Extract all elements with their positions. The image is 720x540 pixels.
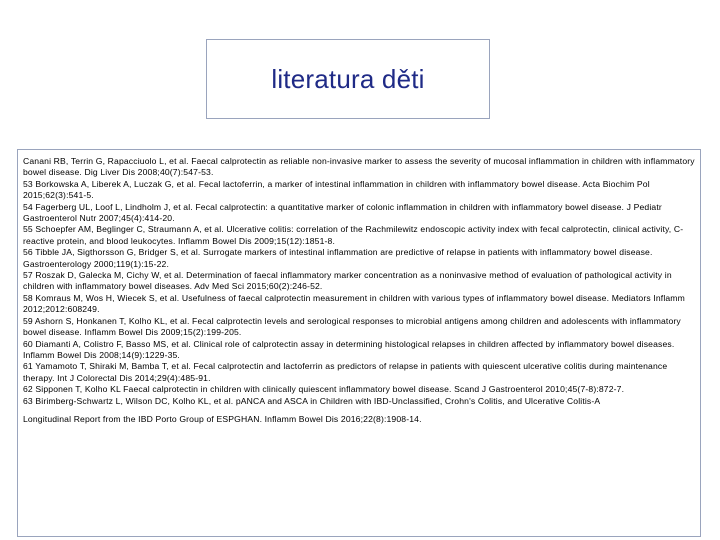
reference-item: 60 Diamanti A, Colistro F, Basso MS, et al. Clinical role of calprotectin assay in determining histological relapses in children affected by inflammatory bowel diseases. Inflamm Bowel Dis 2008;14(9):1229-35. — [23, 338, 675, 360]
reference-item: Canani RB, Terrin G, Rapacciuolo L, et al. Faecal calprotectin as reliable non-invasive marker to assess the severity of mucosal inflammation in children with inflammatory bowel disease. Dig Liver Dis 2008;40(7):547-53. — [23, 156, 695, 178]
reference-item: 63 Birimberg-Schwartz L, Wilson DC, Kolho KL, et al. pANCA and ASCA in Children with IBD-Unclassified, Crohn's Colitis, and Ulcerative Colitis-A — [23, 395, 601, 406]
reference-item: 58 Komraus M, Wos H, Wiecek S, et al. Usefulness of faecal calprotectin measurement in children with various types of inflammatory bowel disease. Mediators Inflamm 2012;2012:608249. — [23, 292, 685, 315]
title-box — [206, 39, 490, 119]
reference-item: 54 Fagerberg UL, Loof L, Lindholm J, et al. Fecal calprotectin: a quantitative marker of colonic inflammation in children with inflammatory bowel disease. J Pediatr Gastroenterol Nutr 2007;45(4):414-20. — [23, 201, 662, 224]
slide-title: literatura děti — [271, 63, 425, 94]
reference-item: 61 Yamamoto T, Shiraki M, Bamba T, et al. Fecal calprotectin and lactoferrin as predictors of relapse in patients with quiescent ulcerative colitis during maintenance therapy. Int J Colorectal Dis 2014;29(4):485-91. — [23, 361, 668, 383]
references-box — [17, 149, 701, 537]
reference-item: 56 Tibble JA, Sigthorsson G, Bridger S, et al. Surrogate markers of intestinal inflammation are predictive of relapse in patients with inflammatory bowel disease. Gastroenterology 2000;119(1):15-22. — [23, 247, 653, 269]
reference-item: 62 Sipponen T, Kolho KL Faecal calprotectin in children with clinically quiescent inflammatory bowel disease. Scand J Gastroenterol 2010;45(7-8):872-7. — [23, 384, 625, 395]
reference-item: 53 Borkowska A, Liberek A, Luczak G, et al. Fecal lactoferrin, a marker of intestinal inflammation in children with inflammatory bowel disease. Acta Biochim Pol 2015;62(3):541-5. — [23, 178, 650, 201]
reference-item: 59 Ashorn S, Honkanen T, Kolho KL, et al. Fecal calprotectin levels and serological responses to microbial antigens among children and adolescents with inflammatory bowel disease. Inflamm Bowel Dis 2009;15(2):199-205. — [23, 315, 681, 338]
reference-item: 55 Schoepfer AM, Beglinger C, Straumann A, et al. Ulcerative colitis: correlation of the Rachmilewitz endoscopic activity index with fecal calprotectin, clinical activity, C-reactive protein, and blood leukocytes. Inflamm Bowel Dis 2009;15(12):1851-8. — [23, 224, 684, 246]
reference-item: Longitudinal Report from the IBD Porto Group of ESPGHAN. Inflamm Bowel Dis 2016;22(8):1908-14. — [23, 413, 422, 424]
reference-list — [23, 156, 695, 425]
reference-item: 57 Roszak D, Galecka M, Cichy W, et al. Determination of faecal inflammatory marker concentration as a noninvasive method of evaluation of pathological activity in children with inflammatory bowel diseases. Adv Med Sci 2015;60(2):246-52. — [23, 270, 672, 292]
